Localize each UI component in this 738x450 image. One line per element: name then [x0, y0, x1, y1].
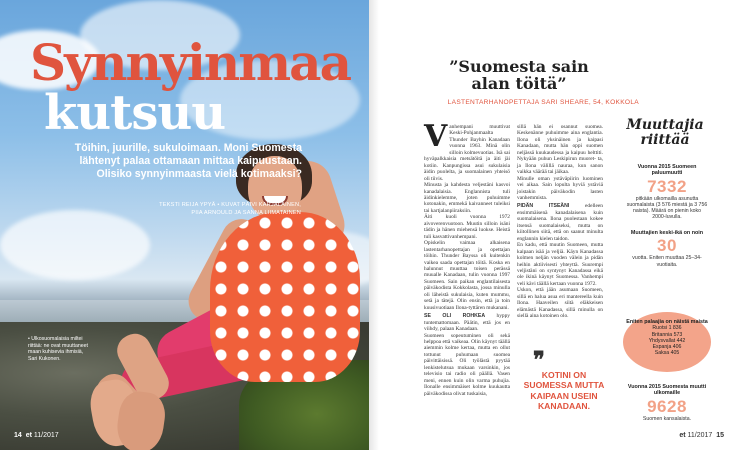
fact-text: pitkään ulkomailla asunutta suomalaista (3 576 miestä ja 3 756 naista). Määrä on pienin koko 2000-luvulla.: [626, 195, 708, 221]
country-item: Britannia 573: [651, 331, 683, 338]
text-column-1: [424, 119, 510, 424]
fact-heading: Muuttajien keski-ikä on noin: [630, 230, 704, 236]
paragraph: Opiskelin vaimaa alkaisena lastentarhanopettajan ja opettajan töihin. Thunder Bayssa oli kuitenkin vaikea saada opettajan töitä. Koska en halunnut muuttaa toisen perässä muualle Kanadaan, tulin vuonna 1997 Suomeen. Sain paikan englantilaisesta päiväkodista Kokkolasta, jossa minulla oli läheistä sukulaisia, kuten mummu, setä ja tätejä. Olin ensin, että ja toin kuusivuotiaan Ilona-tyttären mukanani.: [424, 240, 510, 311]
sidebar-title-line-2: riittää: [640, 132, 690, 148]
folio-page-number: 15: [716, 432, 724, 439]
folio-magazine: et: [679, 432, 686, 439]
paragraph: [424, 313, 510, 332]
article-subtitle: LASTENTARHANOPETTAJA SARI SHEARE, 54, KOKKOLA: [447, 99, 639, 106]
countries-circle: [623, 312, 711, 372]
paragraph-continued: edelleen ensimmäisenä kanadalaisena kuin suomalaisena. Ilona puolestaan kokee itsensä suomalaiseksi, mutta on kiitollinen siitä, että on saanut minulta englannin kielen taidon.: [517, 203, 603, 242]
paragraph: Suomeen sopeutuminen oli sekä helppoa että vaikeaa. Olin käynyt täällä aiemmin kolme kertaa, mutta en ollut tottunut puhumaan suomea päivittäisissä. Oli työlästä pyytää lenkistelutsua mukaan varsinkin, jos televisio tai radio oli päällä. Vasen meni, ennen kuin olin varma puhujia. Ilonalle ensimmäiset kolme kuukautta päiväkodissa olivat tuskaisia,: [424, 332, 510, 397]
country-item: Ruotsi 1 836: [652, 325, 682, 332]
paragraph-continued: hyppy tuntemattomaan. Päätin, että jos en viihdy, palaan Kanadaan.: [424, 313, 510, 333]
subhead: SE OLI ROHKEA: [424, 313, 486, 320]
fact-heading: Vuonna 2015 Suomesta muutti ulkomaille: [627, 384, 707, 397]
paragraph: En kadu, että muutin Suomeen, mutta kaipaan isää ja veljiä. Käyn Kanadassa kolmen neljän vuoden välein ja pidän heihin aktiivisesti yhteyttä. Suurempi veljistäni on syntynyt Kanadassa eikä ole ikinä käynyt Suomessa. Vanhempi veli kävi täällä kertaan vuonna 1972.: [517, 242, 603, 287]
subhead: PIDÄN ITSEÄNI: [517, 203, 570, 210]
fact-heading: Vuonna 2015 Suomeen paluumuutti: [637, 164, 697, 177]
fact-number: 9628: [647, 396, 687, 416]
text-column-2: [517, 124, 603, 384]
paragraph: sillä hän ei osannut suomea. Keskenänne puhuimme aina englantia. Ilona oli yksinäinen ja kaipasi Kanadaan, mutta hän oppi suomen neljässä kuukaudessa ja kaipuu helttiti. Nykyään puhun Leskipirun muoret- ta, ja Ilona välillä nauraa, kun sanon vaikka väärää tai jäikaa.: [517, 124, 603, 176]
article-title: ”Suomesta sain alan töitä”: [449, 57, 589, 93]
headline-line-2: kutsuu: [44, 85, 226, 141]
sidebar-title: [623, 118, 707, 148]
fact-block-emigrants: [626, 384, 708, 422]
country-item: Espanja 406: [652, 343, 682, 350]
fact-number: 7332: [647, 176, 687, 196]
paragraph: Uskon, että jään asumaan Suomeen, sillä en halua asua eri mantereella kuin Ilona. Haaveilen siitä eläkkeisen elämästä Kanadassa, sillä minulla on siellä aina kotoinen olo.: [517, 287, 603, 320]
folio-issue: 11/2017: [687, 432, 713, 439]
right-folio: [679, 432, 724, 439]
drop-cap: V: [424, 119, 448, 154]
folio-issue: 11/2017: [33, 432, 59, 439]
fact-text: Suomen kansalaista.: [642, 415, 692, 422]
fact-block-returnees: [626, 164, 708, 221]
fact-text: vuotta. Eniten muuttaa 25–34-vuotiaita.: [632, 255, 702, 268]
folio-magazine: et: [25, 432, 32, 439]
circle-title: Eniten palaajia on näistä maista: [626, 319, 708, 325]
byline: [60, 201, 301, 217]
country-item: Yhdysvallat 442: [648, 337, 686, 344]
polka-dot-dress: [210, 212, 360, 382]
fact-block-average-age: [626, 230, 708, 268]
right-page-article: [369, 0, 738, 450]
folio-page-number: 14: [14, 432, 22, 439]
fact-number: 30: [657, 236, 677, 256]
byline-line-2: PIIA ARNOULD JA SANNA LIIMATAINEN: [191, 210, 301, 216]
paragraph: Minusta ja kahdesta veljestäni kasvoi kanadalaisia. Englannista tuli äidinkielemme, joten puhuimme kotonakin, emmekä kaivanneet tuleiksi tai kartjalanpiiraksiin.: [424, 182, 510, 214]
sidebar-title-line-1: Muuttajia: [626, 117, 704, 133]
paragraph: [517, 203, 603, 242]
country-item: Saksa 405: [654, 349, 680, 356]
byline-line-1: TEKSTI REIJA YPYÄ • KUVAT PÄIVI KARJALAINEN,: [159, 202, 301, 208]
lead-paragraph: Töihin, juurille, sukuloimaan. Moni Suomesta lähtenyt palaa ottamaan mittaa kaipuustaan. Olisiko synnyinmaasta vielä kotimaaksi?: [74, 142, 302, 180]
paragraph: Äiti kuoli vuonna 1972 aivoverenvuotoon. Muutin silloin isäni tädin ja hänen miehensä luokse. Heistä tuli kasvattivanhempani.: [424, 214, 510, 240]
headline-line-1: Synnyinmaa: [30, 33, 350, 92]
country-list: [623, 325, 711, 355]
quote-mark-icon: ❞: [533, 347, 545, 373]
paragraph: Minulle oman ystäväpiirin luominen vei aikaa. Sain lopulta hyviä ystäviä joistakin päiväkodin lasten vanhemmista.: [517, 175, 603, 201]
gutter-shadow: [369, 0, 379, 450]
paragraph: anhempani muuttivat Keski-Pohjanmaalta Thunder Bayhin Kanadaan vuonna 1963. Minä olin silloin kolmevuotias. Isä sai hyväpalkkaisia metsätöitä ja äiti jäi kotiin. Kanpungissa asui sukulaisia äidin puolelta, ja suomalainen yhteisö oli tiivis.: [424, 124, 510, 182]
left-folio: [14, 432, 59, 439]
photo-caption: • Ulkosuomalaisia miltei riittää: ne ovat muuttaneet maan kuhisevia ihmisiä, Sari Kukonen.: [28, 336, 88, 362]
pull-quote: KOTINI ON SUOMESSA MUTTA KAIPAAN USEIN KANADAAN.: [523, 370, 605, 412]
